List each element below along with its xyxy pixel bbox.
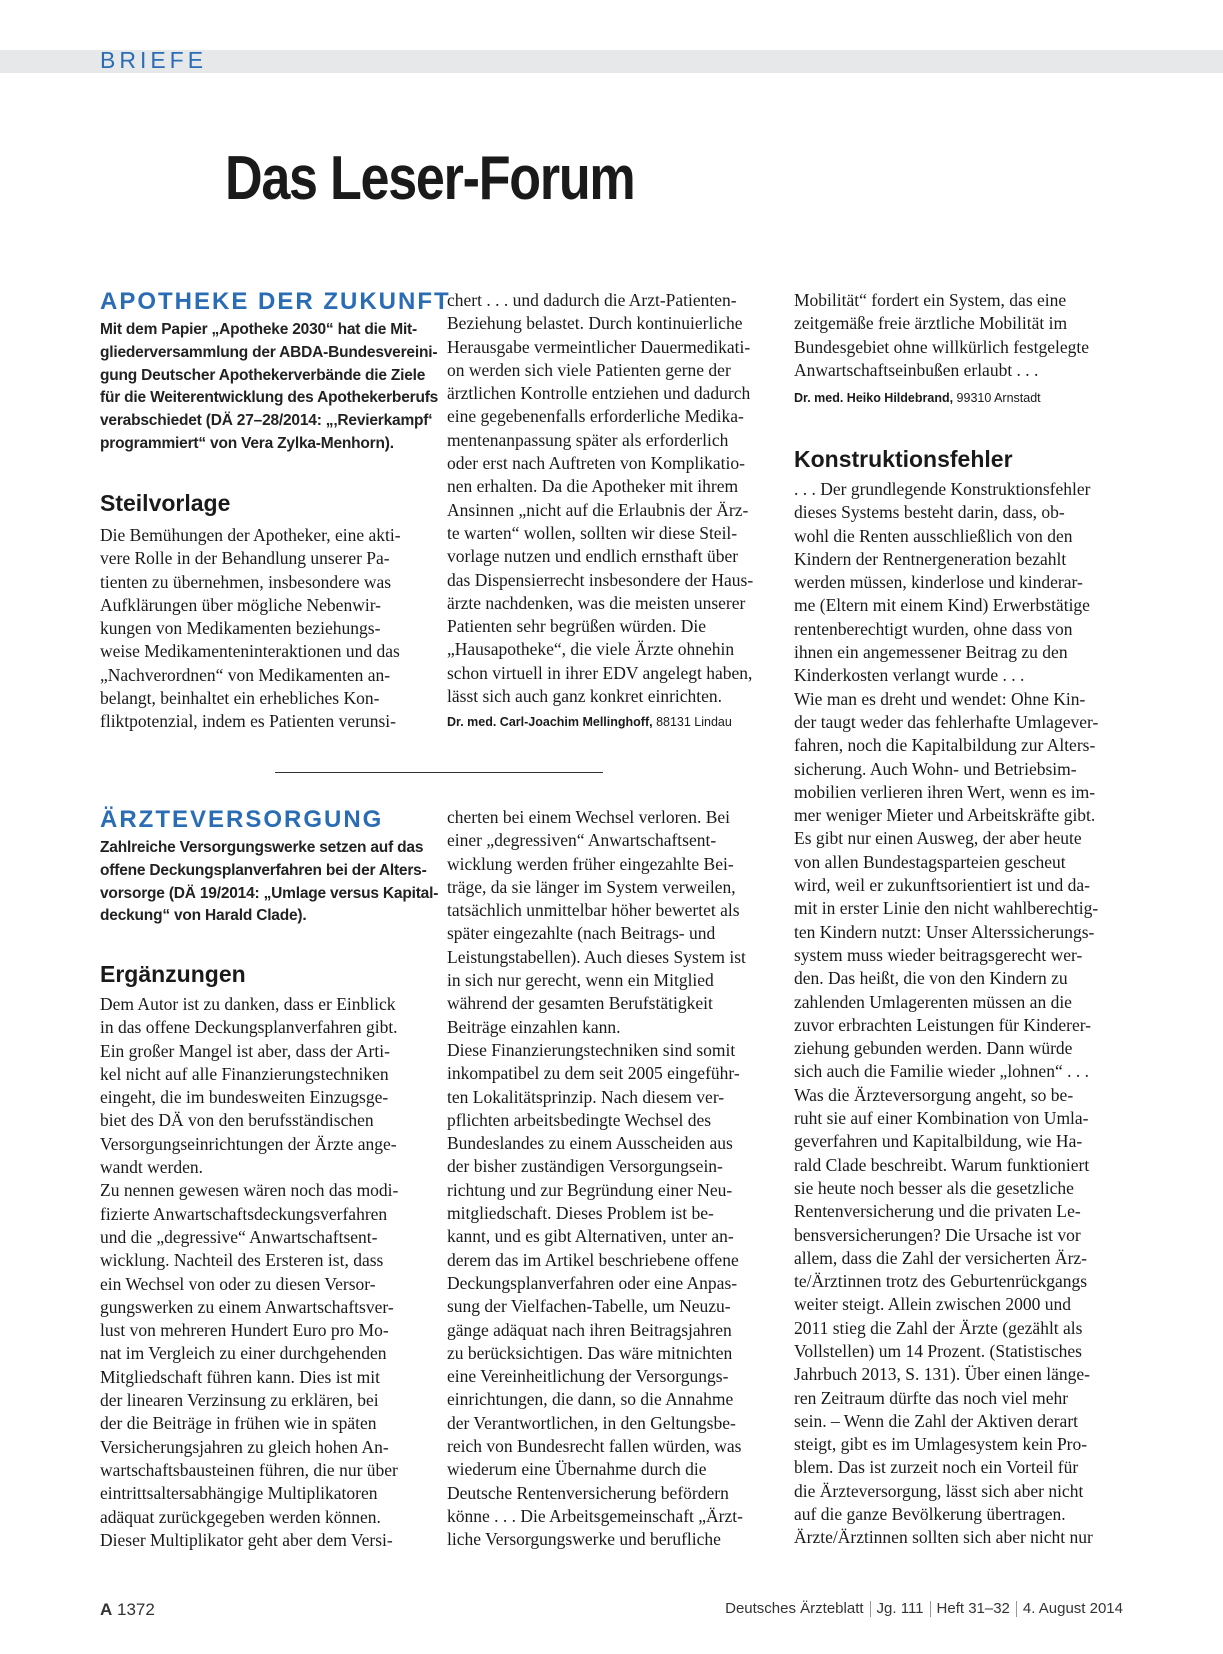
text-line: wicklung. Nachteil des Ersteren ist, dass	[100, 1250, 384, 1271]
text-line: Mitgliedschaft führen kann. Dies ist mit	[100, 1366, 380, 1387]
text-line: Kinderkosten verlangt wurde . . .	[794, 665, 1025, 686]
article3-letter-heading: Konstruktionsfehler	[794, 446, 1013, 472]
text-line: lässt sich auch ganz konkret einrichten.	[447, 686, 723, 707]
text-line: später eingezahlte (nach Beitrags- und	[447, 923, 716, 944]
article2-column1	[100, 806, 439, 928]
footer-separator	[870, 1601, 871, 1617]
text-line: nat im Vergleich zu einer durchgehenden	[100, 1343, 387, 1364]
text-line: einer „degressiven“ Anwartschaftsent-	[447, 830, 717, 851]
journal-date: 4. August 2014	[1022, 1600, 1123, 1617]
text-line: wartschaftsbausteinen führen, die nur über	[100, 1459, 398, 1480]
text-line: Anwartschaftseinbußen erlaubt . . .	[794, 359, 1039, 380]
text-line: wiederum eine Übernahme durch die	[447, 1459, 707, 1480]
page-number-value: 1372	[112, 1600, 155, 1619]
text-line: kel nicht auf alle Finanzierungstechniken	[100, 1063, 389, 1084]
text-line: ten Lokalitätsprinzip. Nach diesem ver-	[447, 1086, 725, 1107]
text-line: eine gegebenenfalls erforderliche Medika-	[447, 406, 744, 427]
text-line: Zu nennen gewesen wären noch das modi-	[100, 1180, 399, 1201]
text-line: nen erhalten. Da die Apotheker mit ihrem	[447, 476, 739, 497]
text-line: könne . . . Die Arbeitsgemeinschaft „Ärzt-	[447, 1505, 743, 1526]
intro-line: gliederversammlung der ABDA-Bundesvereini-	[100, 343, 438, 361]
text-line: Patienten sehr begrüßen würden. Die	[447, 616, 707, 637]
text-line: Ein großer Mangel ist aber, dass der Arti-	[100, 1040, 390, 1061]
text-line: Wie man es dreht und wendet: Ohne Kin-	[794, 688, 1086, 709]
text-line: Bundeslandes zu einem Ausscheiden aus	[447, 1133, 733, 1154]
text-line: Leistungstabellen). Auch dieses System ist	[447, 946, 746, 967]
text-line: während der gesamten Berufstätigkeit	[447, 993, 713, 1014]
text-line: lust von mehreren Hundert Euro pro Mo-	[100, 1320, 389, 1341]
intro-line: Zahlreiche Versorgungswerke setzen auf das	[100, 839, 424, 856]
text-line: Die Bemühungen der Apotheker, eine akti-	[100, 525, 401, 545]
text-line: ihnen ein angemessener Beitrag zu den	[794, 642, 1068, 663]
text-line: wicklung werden früher eingezahlte Bei-	[447, 853, 734, 874]
text-line: gänge adäquat nach ihren Beitragsjahren	[447, 1319, 732, 1340]
text-line: fahren, noch die Kapitalbildung zur Alters-	[794, 735, 1096, 756]
text-line: geverfahren und Kapitalbildung, wie Ha-	[794, 1131, 1083, 1152]
text-line: zeitgemäße freie ärztliche Mobilität im	[794, 313, 1068, 334]
text-line: eingeht, die im bundesweiten Einzugsge-	[100, 1087, 389, 1108]
text-line: Vollstellen) um 14 Prozent. (Statistisches	[794, 1340, 1082, 1361]
text-line: Diese Finanzierungstechniken sind somit	[447, 1039, 736, 1060]
text-line: dieses Systems besteht darin, dass, ob-	[794, 502, 1065, 523]
intro-line: Mit dem Papier „Apotheke 2030“ hat die Mit-	[100, 321, 417, 338]
article2-letter-heading: Ergänzungen	[100, 961, 246, 987]
text-line: reich von Bundesrecht fallen würden, was	[447, 1436, 742, 1457]
text-line: liche Versorgungswerke und berufliche	[447, 1529, 721, 1550]
footer-publication	[725, 1600, 1123, 1617]
text-line: ren Zeitraum dürfte das noch viel mehr	[794, 1387, 1069, 1408]
text-line: Ärzte/Ärztinnen sollten sich aber nicht nur	[794, 1527, 1093, 1548]
text-line: mobilien verlieren ihren Wert, wenn es im-	[794, 781, 1096, 802]
text-line: auf die ganze Bevölkerung übertragen.	[794, 1504, 1066, 1525]
text-line: der Verantwortlichen, in den Geltungsbe-	[447, 1412, 736, 1433]
journal-volume: Jg. 111	[876, 1600, 924, 1617]
intro-line: verabschiedet (DÄ 27–28/2014: „‚Revierkampf‘	[100, 412, 433, 430]
text-line: gungswerken zu einem Anwartschaftsver-	[100, 1296, 394, 1317]
text-line: bensversicherungen? Die Ursache ist vor	[794, 1224, 1081, 1245]
text-line: oder erst nach Auftreten von Komplikatio-	[447, 453, 745, 474]
signature-place: 99310 Arnstadt	[953, 391, 1041, 405]
text-line: Mobilität“ fordert ein System, das eine	[794, 290, 1067, 310]
article1-column1	[100, 288, 451, 456]
text-line: eine Vereinheitlichung der Versorgungs-	[447, 1366, 729, 1387]
text-line: me (Eltern mit einem Kind) Erwerbstätige	[794, 595, 1090, 616]
text-line: Herausgabe vermeintlicher Dauermedikati-	[447, 336, 751, 357]
text-line: Versicherungsjahren zu gleich hohen An-	[100, 1436, 389, 1457]
text-line: fliktpotenzial, indem es Patienten verunsi-	[100, 711, 396, 732]
text-line: Versorgungseinrichtungen der Ärzte ange-	[100, 1133, 397, 1154]
text-line: der die Beiträge in frühen wie in späten	[100, 1413, 377, 1434]
text-line: . . . Der grundlegende Konstruktionsfehler	[794, 479, 1091, 499]
text-line: kannt, und es gibt Alternativen, unter an-	[447, 1226, 734, 1247]
text-line: ziehung gebunden werden. Dann würde	[794, 1038, 1073, 1059]
text-line: einrichtungen, die dann, so die Annahme	[447, 1389, 734, 1410]
intro-line: offene Deckungsplanverfahren bei der Alters-	[100, 861, 427, 879]
text-line: Rentenversicherung und die privaten Le-	[794, 1201, 1081, 1222]
text-line: richtung und zur Begründung einer Neu-	[447, 1179, 733, 1200]
text-line: werden müssen, kinderlose und kinderar-	[794, 572, 1083, 593]
article1-signature	[447, 712, 732, 732]
text-line: Es gibt nur einen Ausweg, der aber heute	[794, 828, 1082, 849]
text-line: in sich nur gerecht, wenn ein Mitglied	[447, 970, 714, 991]
text-line: ein Wechsel von oder zu diesen Versor-	[100, 1273, 376, 1294]
text-line: kungen von Medikamenten beziehungs-	[100, 618, 381, 639]
footer-separator	[930, 1601, 931, 1617]
intro-line: vorsorge (DÄ 19/2014: „Umlage versus Kapital-	[100, 884, 439, 902]
text-line: eintrittsaltersabhängige Multiplikatoren	[100, 1483, 378, 1504]
article2-intro	[100, 837, 439, 928]
text-line: sung der Vielfachen-Tabelle, um Neuzu-	[447, 1296, 731, 1317]
text-line: der bisher zuständigen Versorgungsein-	[447, 1156, 723, 1177]
text-line: vorlage nutzen und endlich ernsthaft über	[447, 546, 739, 567]
text-line: von allen Bundestagsparteien gescheut	[794, 851, 1066, 872]
text-line: Was die Ärzteversorgung angeht, so be-	[794, 1084, 1074, 1105]
text-line: Aufklärungen über mögliche Nebenwir-	[100, 594, 382, 615]
text-line: Deutsche Rentenversicherung befördern	[447, 1482, 729, 1503]
text-line: Dieser Multiplikator geht aber dem Versi-	[100, 1529, 393, 1550]
intro-line: für die Weiterentwicklung des Apothekerberufs	[100, 389, 439, 407]
text-line: inkompatibel zu dem seit 2005 eingeführ-	[447, 1063, 740, 1084]
text-line: „Hausapotheke“, die viele Ärzte ohnehin	[447, 639, 735, 660]
footer-separator	[1016, 1601, 1017, 1617]
signature-name: Dr. med. Heiko Hildebrand,	[794, 391, 954, 405]
text-line: biet des DÄ von den berufsständischen	[100, 1110, 374, 1131]
text-line: zuvor erbrachten Leistungen für Kinderer-	[794, 1014, 1092, 1035]
text-line: belangt, beinhaltet ein erhebliches Kon-	[100, 688, 380, 709]
text-line: vere Rolle in der Behandlung unserer Pa-	[100, 548, 390, 569]
text-line: der taugt weder das fehlerhafte Umlagever-	[794, 711, 1099, 732]
page-number	[100, 1600, 155, 1620]
text-line: rentenberechtigt wurden, ohne dass von	[794, 618, 1073, 639]
article1-col3-body	[794, 289, 1124, 382]
text-line: mit in erster Linie den nicht wahlberechtig-	[794, 898, 1099, 919]
text-line: zu berücksichtigen. Das wäre mitnichten	[447, 1342, 733, 1363]
text-line: schon virtuell in ihrer EDV angelegt haben,	[447, 662, 753, 683]
text-line: das Dispensierrecht insbesondere der Haus-	[447, 569, 754, 590]
text-line: sein. – Wenn die Zahl der Aktiven derart	[794, 1410, 1079, 1431]
text-line: te warten“ wollen, sollten wir diese Steil-	[447, 522, 738, 543]
intro-line: programmiert“ von Vera Zylka-Menhorn).	[100, 434, 394, 452]
text-line: te/Ärztinnen trotz des Geburtenrückgangs	[794, 1271, 1088, 1292]
text-line: weiter steigt. Allein zwischen 2000 und	[794, 1294, 1072, 1315]
text-line: und die „degressive“ Anwartschaftsent-	[100, 1226, 378, 1247]
article1-col3-signature	[794, 388, 1041, 408]
text-line: mentenanpassung später als erforderlich	[447, 429, 729, 450]
text-line: chert . . . und dadurch die Arzt-Patienten-	[447, 290, 737, 310]
intro-line: gung Deutscher Apothekerverbände die Ziele	[100, 366, 426, 384]
text-line: zahlenden Umlagerenten müssen an die	[794, 991, 1072, 1012]
text-line: Beziehung belastet. Durch kontinuierliche	[447, 313, 743, 334]
text-line: wohl die Renten ausschließlich von den	[794, 525, 1073, 546]
article1-intro	[100, 319, 439, 456]
text-line: mitgliedschaft. Dieses Problem ist be-	[447, 1203, 714, 1224]
text-line: derem das im Artikel beschriebene offene	[447, 1249, 739, 1270]
text-line: sicherung. Auch Wohn- und Betriebsim-	[794, 758, 1077, 779]
text-line: mer weniger Mieter und Arbeitskräfte gibt.	[794, 805, 1096, 826]
text-line: blem. Das ist zurzeit noch ein Vorteil für	[794, 1457, 1079, 1478]
signature-place: 88131 Lindau	[652, 715, 732, 729]
article1-topic: APOTHEKE DER ZUKUNFT	[100, 288, 451, 315]
page-title: Das Leser-Forum	[225, 144, 635, 213]
text-line: der linearen Verzinsung zu erklären, bei	[100, 1390, 379, 1411]
text-line: wird, weil er zukunftsorientiert ist und da-	[794, 875, 1090, 896]
text-line: Bundesgebiet ohne willkürlich festgelegte	[794, 336, 1089, 357]
text-line: Deckungsplanverfahren oder eine Anpas-	[447, 1272, 738, 1293]
signature-name: Dr. med. Carl-Joachim Mellinghoff,	[447, 715, 653, 729]
text-line: sich auch die Familie wieder „lohnen“ . . .	[794, 1061, 1089, 1082]
text-line: weise Medikamenteninteraktionen und das	[100, 641, 400, 662]
text-line: cherten bei einem Wechsel verloren. Bei	[447, 807, 731, 827]
text-line: Kindern der Rentnergeneration bezahlt	[794, 548, 1067, 569]
text-line: steigt, gibt es im Umlagesystem kein Pro-	[794, 1434, 1088, 1455]
text-line: träge, da sie länger im System verweilen,	[447, 876, 736, 897]
section-divider	[275, 772, 603, 773]
article1-letter-heading: Steilvorlage	[100, 490, 231, 516]
article1-col1-body	[100, 524, 430, 734]
text-line: ärztlichen Kontrolle entziehen und dadurch	[447, 383, 751, 404]
text-line: die Ärzteversorgung, lässt sich aber nicht	[794, 1480, 1084, 1501]
text-line: den. Das heißt, die von den Kindern zu	[794, 968, 1068, 989]
text-line: tatsächlich unmittelbar höher bewertet als	[447, 900, 740, 921]
article2-col1-body	[100, 993, 430, 1552]
journal-issue: Heft 31–32	[936, 1600, 1010, 1617]
text-line: ärzte nachdenken, was die meisten unserer	[447, 592, 746, 613]
text-line: rald Clade beschreibt. Warum funktioniert	[794, 1154, 1090, 1175]
text-line: allem, dass die Zahl der versicherten Ärz-	[794, 1247, 1087, 1268]
text-line: 2011 stieg die Zahl der Ärzte (gezählt als	[794, 1317, 1083, 1338]
article1-col2-body	[447, 289, 777, 708]
section-label: BRIEFE	[100, 47, 208, 73]
article3-body	[794, 478, 1124, 1550]
intro-line: deckung“ von Harald Clade).	[100, 907, 307, 925]
text-line: in das offene Deckungsplanverfahren gibt.	[100, 1017, 398, 1038]
text-line: Jahrbuch 2013, S. 131). Über einen länge-	[794, 1364, 1090, 1385]
journal-name: Deutsches Ärzteblatt	[725, 1600, 864, 1617]
text-line: adäquat zurückgegeben werden können.	[100, 1506, 381, 1527]
article2-topic: ÄRZTEVERSORGUNG	[100, 806, 384, 833]
text-line: tienten zu übernehmen, insbesondere was	[100, 571, 392, 592]
page-prefix: A	[100, 1600, 113, 1619]
text-line: Beiträge einzahlen kann.	[447, 1016, 621, 1037]
text-line: ten Kindern nutzt: Unser Alterssicherungs-	[794, 921, 1095, 942]
text-line: „Nachverordnen“ von Medikamenten an-	[100, 664, 391, 685]
text-line: on werden sich viele Patienten gerne der	[447, 359, 731, 380]
text-line: wandt werden.	[100, 1157, 204, 1178]
text-line: sie heute noch besser als die gesetzliche	[794, 1177, 1074, 1198]
article2-col2-body	[447, 806, 777, 1552]
text-line: system muss wieder beitragsgerecht wer-	[794, 944, 1083, 965]
text-line: ruht sie auf einer Kombination von Umla-	[794, 1108, 1089, 1129]
text-line: Dem Autor ist zu danken, dass er Einblick	[100, 994, 396, 1014]
text-line: Ansinnen „nicht auf die Erlaubnis der Ärz-	[447, 499, 749, 520]
text-line: pflichten arbeitsbedingte Wechsel des	[447, 1109, 712, 1130]
text-line: fizierte Anwartschaftsdeckungsverfahren	[100, 1203, 388, 1224]
